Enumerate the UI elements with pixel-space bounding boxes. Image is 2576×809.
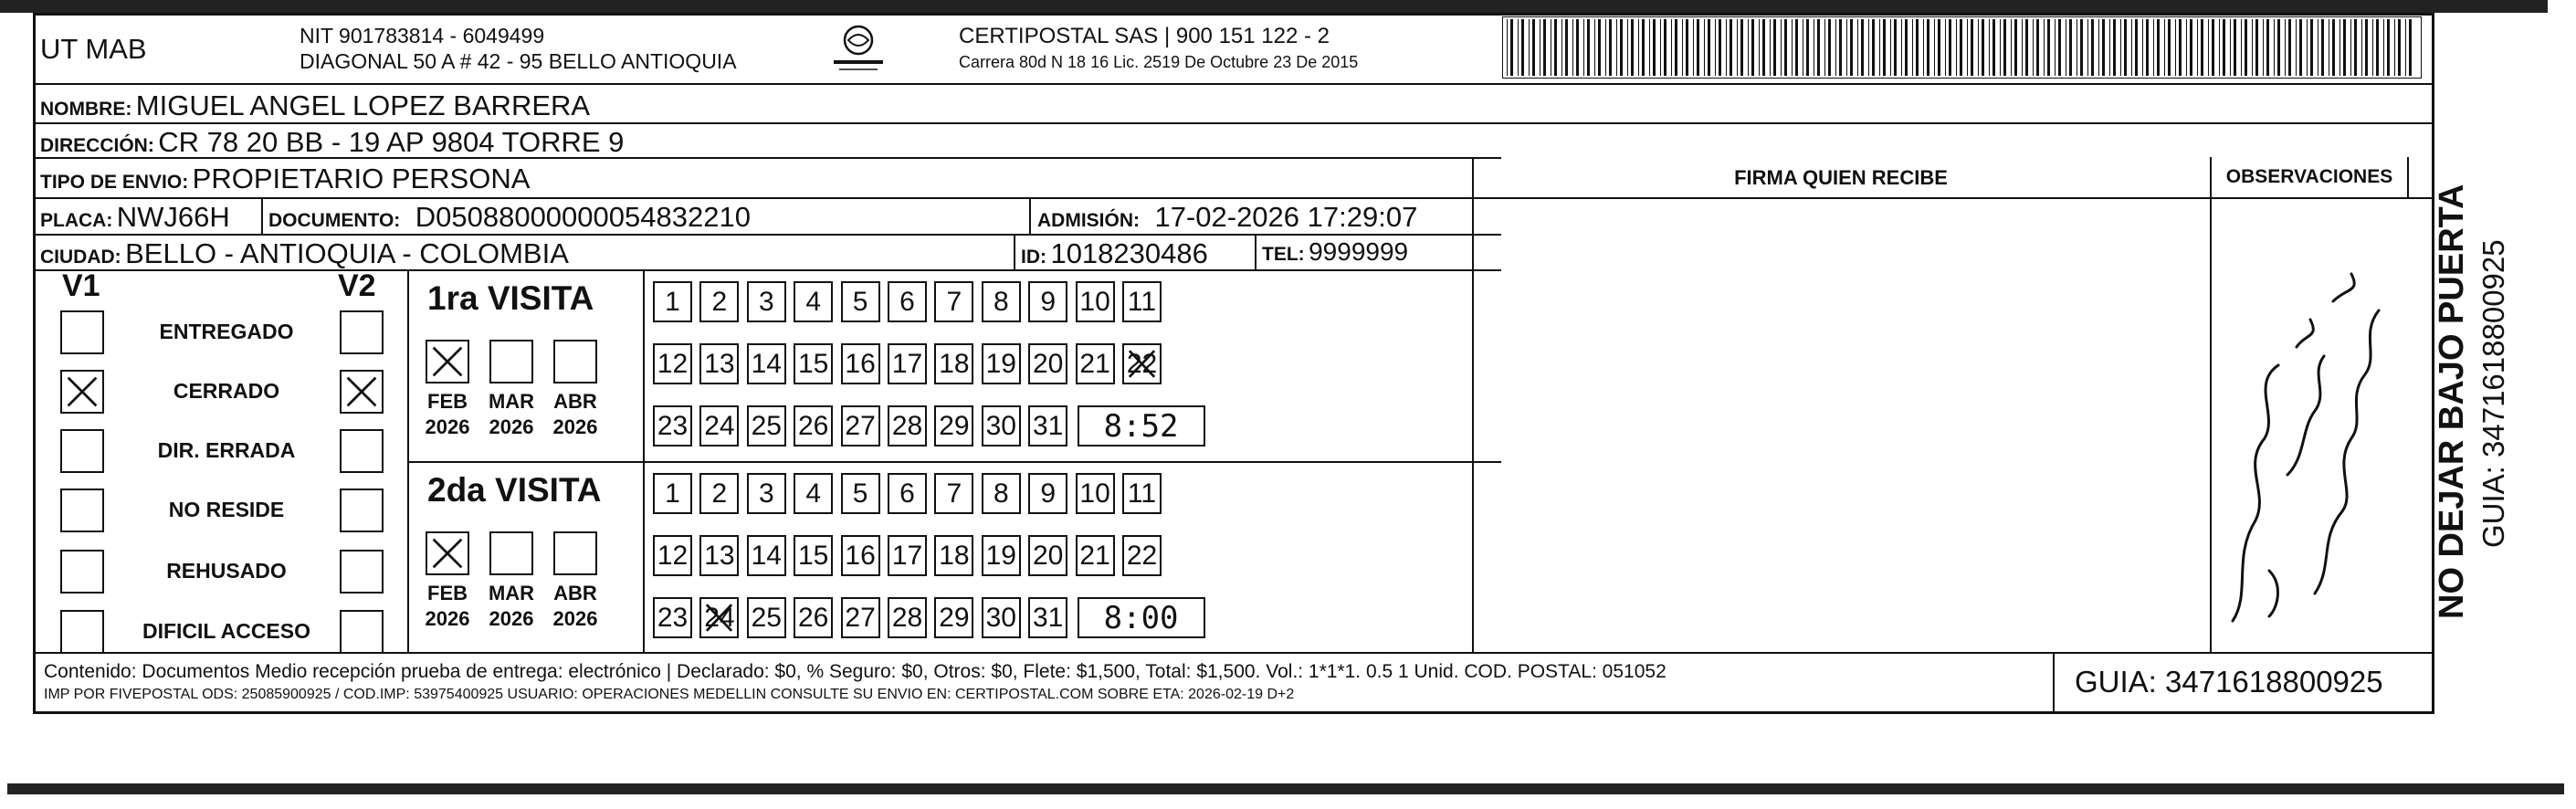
day-cell[interactable]: 22	[1122, 343, 1162, 384]
month-checkbox[interactable]	[426, 340, 469, 383]
month-checkbox[interactable]	[553, 531, 597, 575]
ciudad-value: BELLO - ANTIOQUIA - COLOMBIA	[125, 237, 569, 269]
placa-label: PLACA:	[40, 210, 113, 231]
day-cell[interactable]: 5	[841, 473, 880, 514]
day-cell[interactable]: 30	[982, 405, 1021, 447]
observaciones-label: OBSERVACIONES	[2225, 166, 2393, 187]
direccion-row	[40, 126, 624, 159]
placa-value: NWJ66H	[116, 201, 230, 233]
carrier-address: Carrera 80d N 18 16 Lic. 2519 De Octubre 23 De 2015	[959, 53, 1359, 71]
v2-checkbox[interactable]	[340, 310, 384, 354]
day-cell[interactable]: 10	[1076, 281, 1115, 322]
status-option-label: NO RESIDE	[168, 498, 285, 521]
month-label: MAR 2026	[488, 390, 535, 438]
day-cell[interactable]: 14	[747, 343, 786, 384]
day-cell[interactable]: 27	[841, 405, 880, 447]
bottom-edge-bar	[7, 783, 2564, 794]
day-cell[interactable]: 15	[794, 535, 833, 576]
day-cell[interactable]: 9	[1028, 281, 1067, 322]
day-cell[interactable]: 18	[934, 343, 973, 384]
v2-checkbox[interactable]	[340, 429, 384, 473]
footer-imp: IMP POR FIVEPOSTAL ODS: 25085900925 / COD.IMP: 53975400925 USUARIO: OPERACIONES MEDELLIN CONSULTE SU ENVIO EN: CERTIPOSTAL.COM SOBRE ETA: 2026-02-19 D+2	[44, 687, 1295, 702]
month-checkbox[interactable]	[489, 340, 533, 383]
day-cell[interactable]: 28	[888, 405, 927, 447]
day-cell[interactable]: 25	[747, 405, 786, 447]
day-cell[interactable]: 16	[841, 535, 880, 576]
day-cell[interactable]: 23	[653, 597, 692, 638]
day-cell[interactable]: 29	[934, 405, 973, 447]
day-cell[interactable]: 23	[653, 405, 692, 447]
v1-checkbox[interactable]	[60, 489, 104, 532]
day-cell[interactable]: 31	[1028, 597, 1067, 638]
day-cell[interactable]: 1	[653, 281, 692, 322]
direccion-label: DIRECCIÓN:	[40, 135, 154, 156]
day-cell[interactable]: 4	[794, 281, 833, 322]
day-cell[interactable]: 8	[982, 281, 1021, 322]
month-label: MAR 2026	[488, 582, 535, 630]
admision-label: ADMISIÓN:	[1037, 210, 1140, 231]
day-cell[interactable]: 26	[794, 405, 833, 447]
day-cell[interactable]: 16	[841, 343, 880, 384]
tel-row	[1262, 237, 1408, 267]
day-cell[interactable]: 20	[1028, 343, 1067, 384]
v2-checkbox[interactable]	[340, 489, 384, 532]
day-cell[interactable]: 12	[653, 535, 692, 576]
check-x-icon	[427, 341, 468, 382]
footer-guia: GUIA: 3471618800925	[2075, 665, 2383, 699]
check-x-icon	[427, 533, 468, 573]
tipo-envio-row	[40, 163, 530, 195]
visit-time-box[interactable]: 8:52	[1078, 405, 1205, 447]
day-cell[interactable]: 15	[794, 343, 833, 384]
tipo-envio-value: PROPIETARIO PERSONA	[192, 163, 531, 194]
id-row	[1021, 237, 1208, 270]
status-option-label: CERRADO	[173, 379, 280, 403]
tel-value: 9999999	[1309, 237, 1409, 266]
day-cell[interactable]: 10	[1076, 473, 1115, 514]
month-label: FEB 2026	[425, 582, 470, 630]
v1-checkbox[interactable]	[60, 610, 104, 654]
top-edge-bar	[0, 0, 2548, 13]
day-cell[interactable]: 9	[1028, 473, 1067, 514]
day-cell[interactable]: 21	[1076, 535, 1115, 576]
day-cell[interactable]: 13	[699, 343, 739, 384]
placa-row	[40, 201, 230, 234]
day-cell[interactable]: 2	[699, 473, 739, 514]
v1-checkbox[interactable]	[60, 370, 104, 414]
day-cell[interactable]: 4	[794, 473, 833, 514]
id-label: ID:	[1021, 247, 1046, 268]
month-label: ABR 2026	[552, 390, 598, 438]
day-cell[interactable]: 25	[747, 597, 786, 638]
day-cell[interactable]: 20	[1028, 535, 1067, 576]
day-cell[interactable]: 8	[982, 473, 1021, 514]
status-option-label: DIR. ERRADA	[157, 438, 296, 462]
admision-value: 17-02-2026 17:29:07	[1154, 201, 1418, 233]
footer-contenido: Contenido: Documentos Medio recepción prueba de entrega: electrónico | Declarado: $0, % Seguro: $0, Otros: $0, Flete: $1,500, Total: $1,500. Vol.: 1*1*1. 0.5 1 Unid. COD. POSTAL: 051052	[44, 661, 1667, 682]
month-label: ABR 2026	[552, 582, 598, 630]
day-cell[interactable]: 1	[653, 473, 692, 514]
day-cell[interactable]: 28	[888, 597, 927, 638]
month-checkbox[interactable]	[553, 340, 597, 383]
day-cell[interactable]: 7	[934, 281, 973, 322]
day-cell[interactable]: 5	[841, 281, 880, 322]
day-cell[interactable]: 13	[699, 535, 739, 576]
tel-label: TEL:	[1262, 244, 1305, 265]
documento-label: DOCUMENTO:	[268, 210, 401, 231]
visit-title: 1ra VISITA	[427, 279, 594, 317]
ciudad-label: CIUDAD:	[40, 247, 121, 268]
day-cell[interactable]: 21	[1076, 343, 1115, 384]
check-x-icon	[701, 599, 737, 636]
ciudad-row	[40, 237, 569, 270]
v2-checkbox[interactable]	[340, 610, 384, 654]
day-cell[interactable]: 31	[1028, 405, 1067, 447]
nombre-row	[40, 89, 590, 122]
day-cell[interactable]: 22	[1122, 535, 1162, 576]
status-option-label: REHUSADO	[166, 559, 287, 583]
documento-row	[268, 201, 751, 234]
day-cell[interactable]: 7	[934, 473, 973, 514]
side-warning: NO DEJAR BAJO PUERTA	[2433, 184, 2471, 619]
day-cell[interactable]: 19	[982, 535, 1021, 576]
day-cell[interactable]: 11	[1122, 473, 1162, 514]
v2-header: V2	[338, 268, 376, 303]
company-name: UT MAB	[40, 33, 147, 65]
side-guia: GUIA: 3471618800925	[2476, 239, 2510, 548]
documento-value: D05088000000054832210	[415, 201, 751, 233]
day-cell[interactable]: 17	[888, 535, 927, 576]
company-nit: NIT 901783814 - 6049499	[300, 24, 545, 47]
check-x-icon	[342, 372, 382, 412]
visit-title: 2da VISITA	[427, 471, 602, 509]
direccion-value: CR 78 20 BB - 19 AP 9804 TORRE 9	[158, 126, 625, 158]
nombre-value: MIGUEL ANGEL LOPEZ BARRERA	[135, 89, 591, 121]
day-cell[interactable]: 18	[934, 535, 973, 576]
visit-time-box[interactable]: 8:00	[1078, 597, 1205, 638]
day-cell[interactable]: 6	[888, 473, 927, 514]
status-option-label: DIFICIL ACCESO	[142, 619, 310, 643]
v1-checkbox[interactable]	[60, 550, 104, 594]
v1-header: V1	[62, 268, 100, 303]
day-cell[interactable]: 29	[934, 597, 973, 638]
month-label: FEB 2026	[425, 390, 470, 438]
day-cell[interactable]: 26	[794, 597, 833, 638]
tipo-envio-label: TIPO DE ENVIO:	[40, 172, 189, 193]
v1-checkbox[interactable]	[60, 310, 104, 354]
day-cell[interactable]: 24	[699, 405, 739, 447]
admision-row	[1037, 201, 1417, 234]
day-cell[interactable]: 17	[888, 343, 927, 384]
day-cell[interactable]: 12	[653, 343, 692, 384]
day-cell[interactable]: 3	[747, 473, 786, 514]
day-cell[interactable]: 6	[888, 281, 927, 322]
day-cell[interactable]: 27	[841, 597, 880, 638]
day-cell[interactable]: 2	[699, 281, 739, 322]
check-x-icon	[62, 372, 102, 412]
observaciones-handwriting	[2214, 247, 2402, 639]
day-cell[interactable]: 14	[747, 535, 786, 576]
day-cell[interactable]: 30	[982, 597, 1021, 638]
v2-checkbox[interactable]	[340, 370, 384, 414]
day-cell[interactable]: 24	[699, 597, 739, 638]
day-cell[interactable]: 3	[747, 281, 786, 322]
id-value: 1018230486	[1050, 237, 1208, 269]
firma-label: FIRMA QUIEN RECIBE	[1734, 166, 1948, 189]
carrier-name: CERTIPOSTAL SAS | 900 151 122 - 2	[959, 24, 1330, 48]
v2-checkbox[interactable]	[340, 550, 384, 594]
company-address: DIAGONAL 50 A # 42 - 95 BELLO ANTIOQUIA	[300, 49, 737, 73]
v1-checkbox[interactable]	[60, 429, 104, 473]
check-x-icon	[1124, 345, 1160, 383]
day-cell[interactable]: 19	[982, 343, 1021, 384]
day-cell[interactable]: 11	[1122, 281, 1162, 322]
month-checkbox[interactable]	[426, 531, 469, 575]
nombre-label: NOMBRE:	[40, 99, 132, 120]
month-checkbox[interactable]	[489, 531, 533, 575]
status-option-label: ENTREGADO	[159, 320, 294, 343]
